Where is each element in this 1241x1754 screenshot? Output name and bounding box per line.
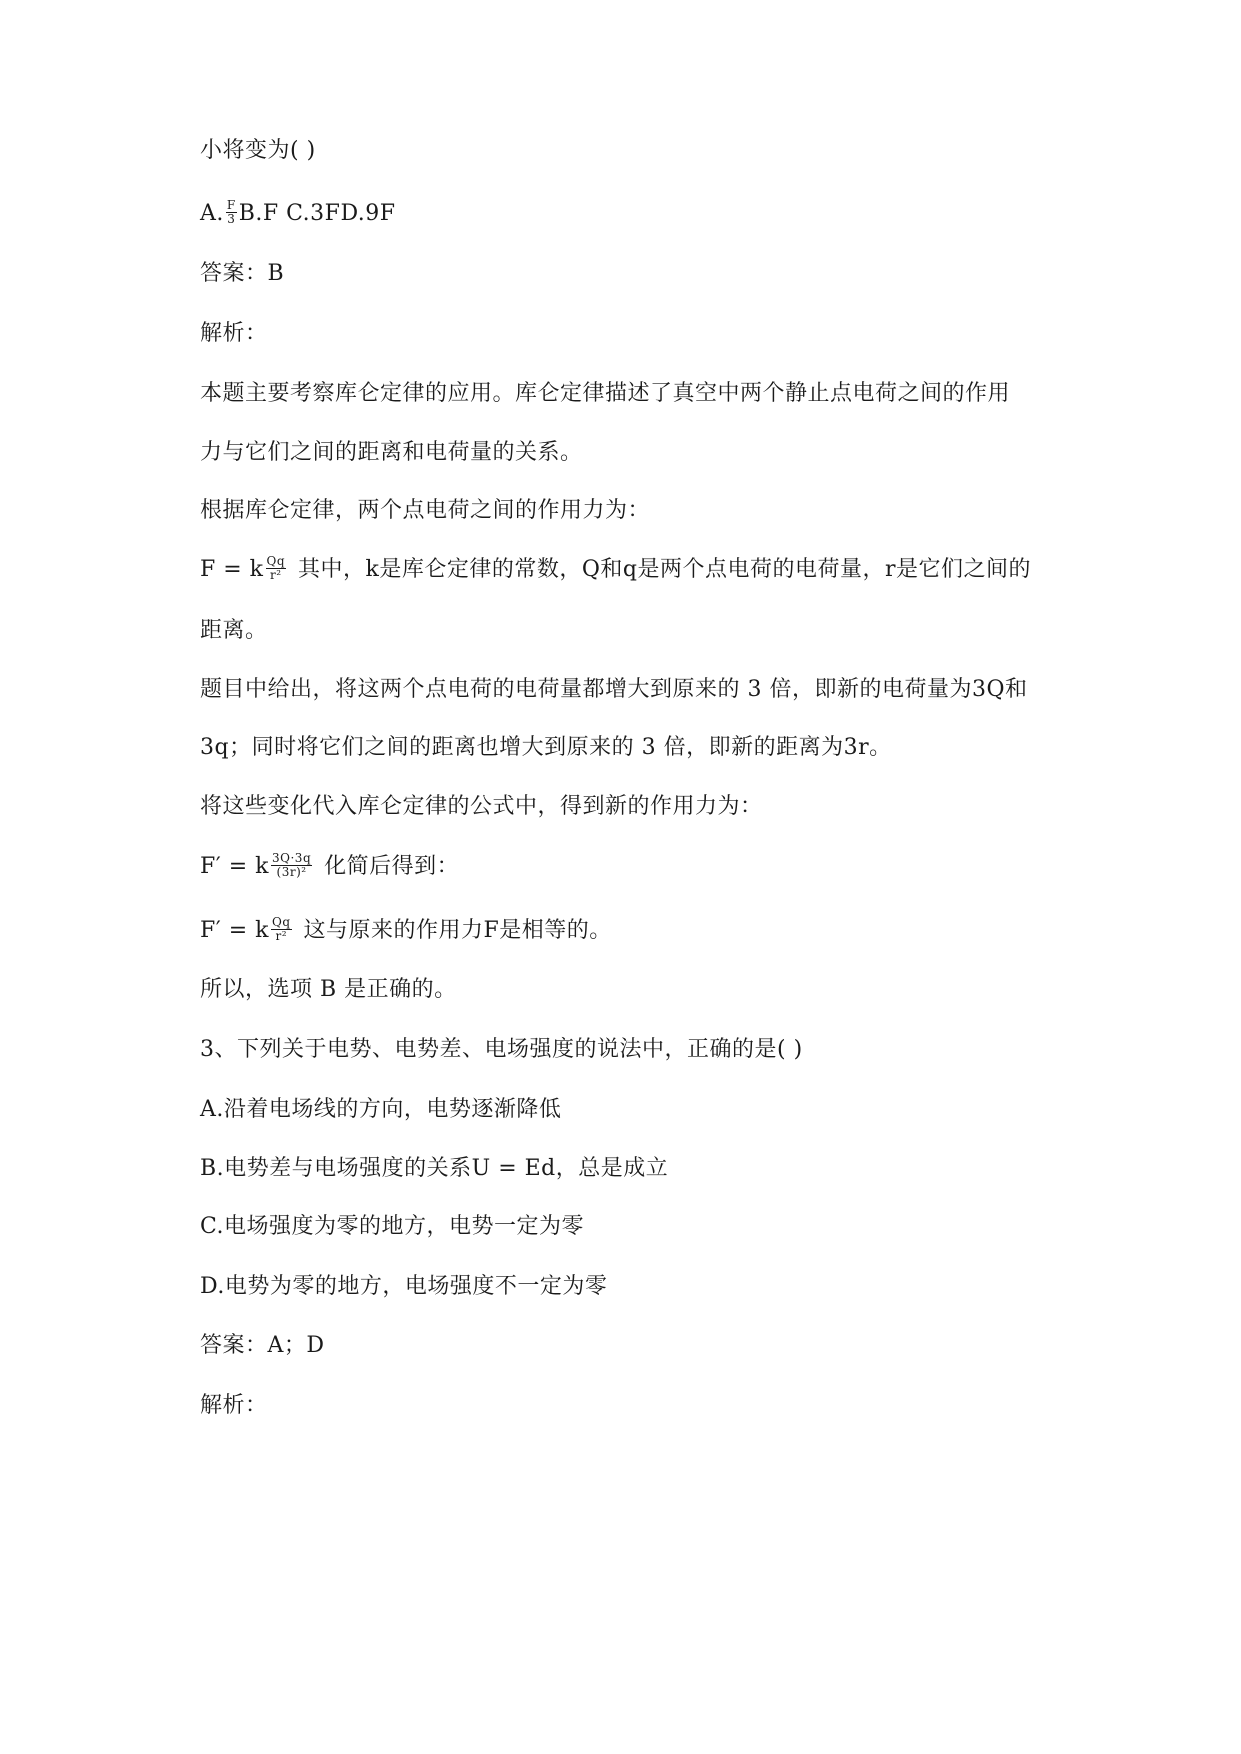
answer-line: 答案：B [200,261,285,286]
formula-fraction [271,916,292,943]
option-a-prefix: A. [200,201,224,226]
fraction-denominator: 3 [227,211,236,226]
option-a-fraction [226,199,237,226]
formula-fraction [271,852,312,879]
option-c: C.电场强度为零的地方，电势一定为零 [200,1214,585,1239]
fraction-denominator: r² [275,928,288,943]
options-rest: B.F C.3FD.9F [238,201,396,226]
question-stem: 3、下列关于电势、电势差、电场强度的说法中，正确的是( ) [200,1037,803,1062]
option-b: B.电势差与电场强度的关系U = Ed，总是成立 [200,1156,669,1181]
fraction-numerator: Qq [266,553,286,568]
formula-explanation: 化简后得到： [324,854,460,879]
formula-lhs: F′ = k [200,918,270,943]
analysis-paragraph: 根据库仑定律，两个点电荷之间的作用力为： [200,498,651,523]
analysis-paragraph: 本题主要考察库仑定律的应用。库仑定律描述了真空中两个静止点电荷之间的作用 [200,381,1011,406]
formula-line [200,916,612,946]
question-stem-end: 小将变为( ) [200,138,316,163]
answer-line: 答案：A；D [200,1333,325,1358]
analysis-label: 解析： [200,1393,268,1418]
fraction-denominator: (3r)² [276,864,307,879]
analysis-paragraph: 将这些变化代入库仑定律的公式中，得到新的作用力为： [200,794,763,819]
analysis-paragraph: 力与它们之间的距离和电荷量的关系。 [200,440,583,465]
analysis-label: 解析： [200,321,268,346]
formula-explanation: 这与原来的作用力F是相等的。 [303,918,612,943]
option-a: A.沿着电场线的方向，电势逐渐降低 [200,1097,562,1122]
fraction-numerator: 3Q·3q [272,850,312,865]
analysis-conclusion: 所以，选项 B 是正确的。 [200,977,457,1002]
fraction-denominator: r² [270,567,282,582]
formula-line [200,852,459,882]
formula-lhs: F′ = k [200,854,270,879]
formula-explanation: 其中，k是库仑定律的常数，Q和q是两个点电荷的电荷量，r是它们之间的 [298,557,1032,582]
fraction-numerator: F [226,197,236,212]
analysis-paragraph: 3q；同时将它们之间的距离也增大到原来的 3 倍，即新的距离为3r。 [200,735,892,760]
option-d: D.电势为零的地方，电场强度不一定为零 [200,1274,608,1299]
question-options [200,199,396,229]
formula-line [200,555,1031,585]
analysis-paragraph: 距离。 [200,618,268,643]
formula-lhs: F = k [200,557,264,582]
fraction-numerator: Qq [272,914,291,929]
formula-fraction [266,555,287,582]
analysis-paragraph: 题目中给出，将这两个点电荷的电荷量都增大到原来的 3 倍，即新的电荷量为3Q和 [200,677,1028,702]
